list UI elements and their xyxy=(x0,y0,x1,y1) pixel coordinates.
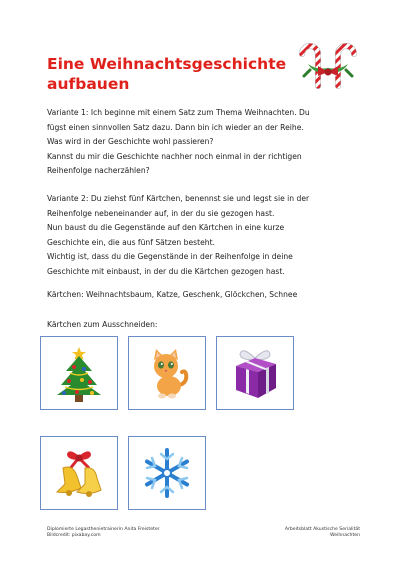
title-line-2: aufbauen xyxy=(47,75,130,93)
cutout-label: Kärtchen zum Ausschneiden: xyxy=(47,320,158,329)
title-line-1: Eine Weihnachtsgeschichte xyxy=(47,55,287,73)
variant-1-line: Kannst du mir die Geschichte nachher noch einmal in der richtigen xyxy=(47,151,302,161)
variant-1-paragraph xyxy=(47,106,367,179)
christmas-tree-icon xyxy=(52,343,106,403)
snowflake-icon xyxy=(140,446,194,500)
card-gift-box xyxy=(216,336,294,410)
candy-cane-icon xyxy=(296,40,360,90)
variant-2-line: Geschichte ein, die aus fünf Sätzen besteht. xyxy=(47,237,215,247)
card-kitten xyxy=(128,336,206,410)
gift-box-icon xyxy=(228,344,282,402)
variant-2-line: Nun baust du die Gegenstände auf den Kärtchen in eine kurze xyxy=(47,223,285,233)
card-bells xyxy=(40,436,118,510)
footer-right xyxy=(285,527,360,540)
footer-topic: Weihnachten xyxy=(330,533,360,539)
footer-author: Diplomierte Legasthenietrainerin Anita Freisteter xyxy=(47,527,160,532)
variant-2-line: Geschichte mit einbaust, in der du die Kärtchen gezogen hast. xyxy=(47,266,285,276)
variant-2-line: Variante 2: Du ziehst fünf Kärtchen, benennst sie und legst sie in der xyxy=(47,194,310,203)
footer-worksheet-type: Arbeitsblatt Akustische Serialität xyxy=(284,527,360,532)
variant-1-line: fügst einen sinnvollen Satz dazu. Dann bin ich wieder an der Reihe. xyxy=(47,122,304,132)
variant-1-line: Variante 1: Ich beginne mit einem Satz zum Thema Weihnachten. Du xyxy=(47,108,310,117)
worksheet-title xyxy=(47,54,297,94)
footer-credit: Bildcredit: pixabay.com xyxy=(47,533,101,539)
variant-1-line: Was wird in der Geschichte wohl passieren? xyxy=(47,137,214,147)
card-snowflake xyxy=(128,436,206,510)
variant-2-paragraph xyxy=(47,192,367,280)
kitten-icon xyxy=(142,346,192,400)
variant-2-line: Wichtig ist, dass du die Gegenstände in der Reihenfolge in deine xyxy=(47,252,293,262)
footer-left xyxy=(47,527,160,540)
card-christmas-tree xyxy=(40,336,118,410)
bells-icon xyxy=(51,446,107,500)
variant-1-line: Reihenfolge nacherzählen? xyxy=(47,166,150,176)
cards-list-text: Kärtchen: Weihnachtsbaum, Katze, Geschenk, Glöckchen, Schnee xyxy=(47,290,298,299)
variant-2-line: Reihenfolge nebeneinander auf, in der du sie gezogen hast. xyxy=(47,208,275,218)
